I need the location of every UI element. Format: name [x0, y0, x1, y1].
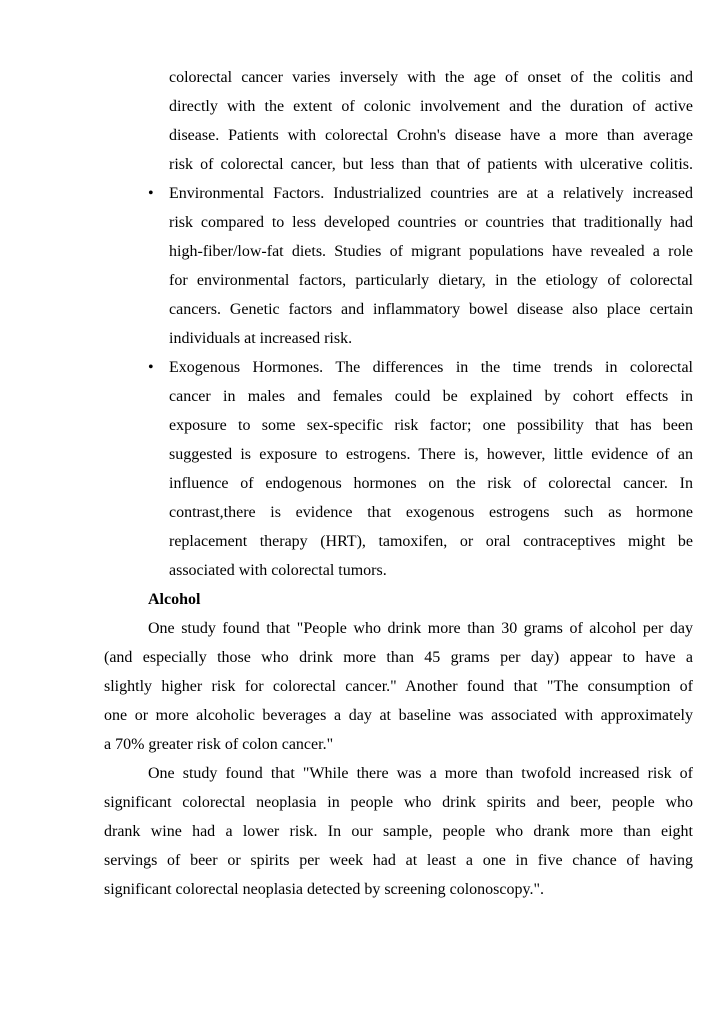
continuation-line: directly with the extent of colonic involvement and the duration of active — [169, 98, 693, 115]
bullet-line: cancers. Genetic factors and inflammatory bowel disease also place certain — [169, 301, 693, 318]
bullet-line: cancer in males and females could be explained by cohort effects in — [169, 388, 693, 405]
bullet-line: associated with colorectal tumors. — [169, 562, 387, 579]
bullet-line: suggested is exposure to estrogens. There is, however, little evidence of an — [169, 446, 693, 463]
paragraph-line: One study found that "While there was a more than twofold increased risk of — [148, 765, 693, 782]
bullet-line: replacement therapy (HRT), tamoxifen, or oral contraceptives might be — [169, 533, 693, 550]
bullet-line: risk compared to less developed countries or countries that traditionally had — [169, 214, 693, 231]
bullet-line: individuals at increased risk. — [169, 330, 353, 347]
bullet-line: exposure to some sex-specific risk factor; one possibility that has been — [169, 417, 693, 434]
bullet-icon: • — [148, 185, 154, 202]
bullet-line: for environmental factors, particularly dietary, in the etiology of colorectal — [169, 272, 693, 289]
continuation-line: colorectal cancer varies inversely with the age of onset of the colitis and — [169, 69, 693, 86]
paragraph-line: one or more alcoholic beverages a day at baseline was associated with approximately — [104, 707, 693, 724]
bullet-line: Exogenous Hormones. The differences in the time trends in colorectal — [169, 359, 693, 376]
paragraph-line: drank wine had a lower risk. In our sample, people who drank more than eight — [104, 823, 693, 840]
paragraph-line: servings of beer or spirits per week had at least a one in five chance of having — [104, 852, 693, 869]
paragraph-line: a 70% greater risk of colon cancer." — [104, 736, 334, 753]
bullet-line: high-fiber/low-fat diets. Studies of migrant populations have revealed a role — [169, 243, 693, 260]
bullet-line: influence of endogenous hormones on the risk of colorectal cancer. In — [169, 475, 693, 492]
bullet-line: contrast,there is evidence that exogenous estrogens such as hormone — [169, 504, 693, 521]
bullet-icon: • — [148, 359, 154, 376]
section-heading: Alcohol — [148, 591, 201, 608]
paragraph-line: slightly higher risk for colorectal cancer." Another found that "The consumption of — [104, 678, 693, 695]
paragraph-line: (and especially those who drink more than 45 grams per day) appear to have a — [104, 649, 693, 666]
bullet-line: Environmental Factors. Industrialized countries are at a relatively increased — [169, 185, 693, 202]
continuation-line: disease. Patients with colorectal Crohn's disease have a more than average — [169, 127, 693, 144]
paragraph-line: significant colorectal neoplasia in people who drink spirits and beer, people who — [104, 794, 693, 811]
continuation-line: risk of colorectal cancer, but less than that of patients with ulcerative colitis. — [169, 156, 693, 173]
paragraph-line: significant colorectal neoplasia detected by screening colonoscopy.". — [104, 881, 544, 898]
paragraph-line: One study found that "People who drink more than 30 grams of alcohol per day — [148, 620, 693, 637]
